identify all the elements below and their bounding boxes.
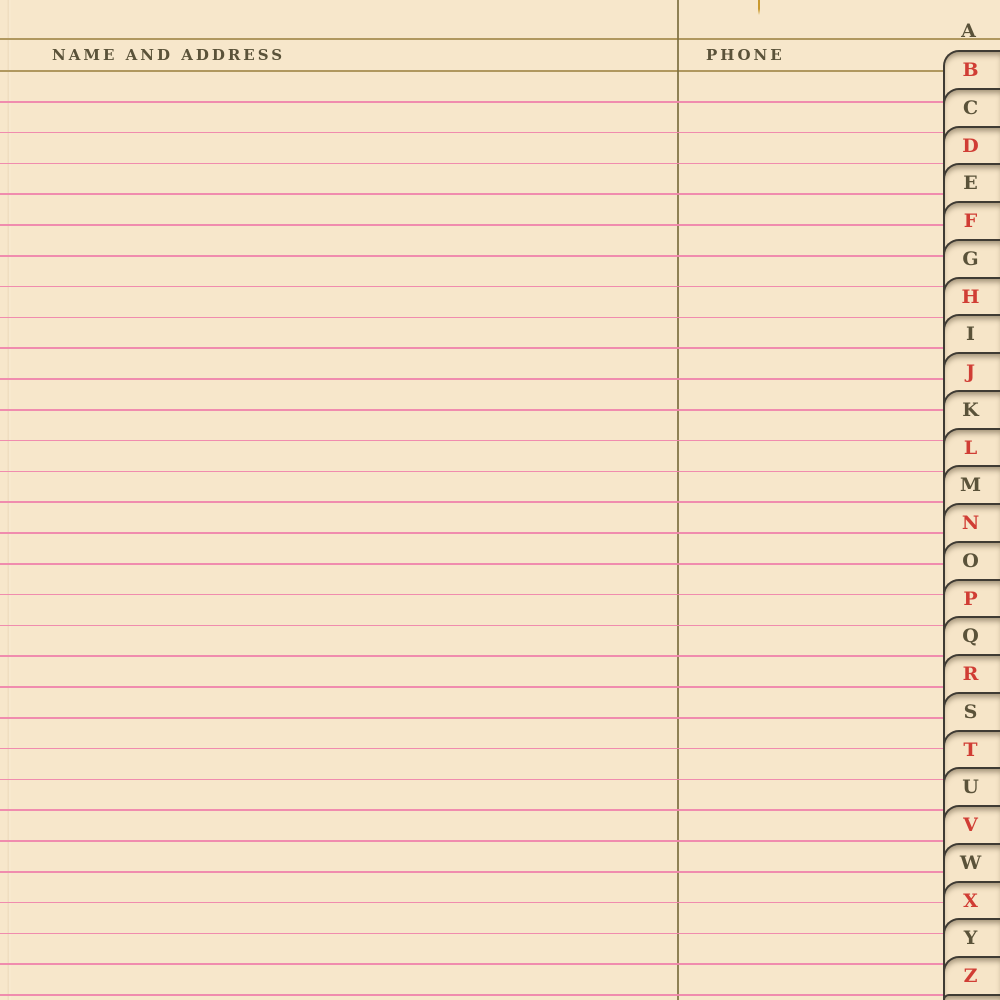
tab-letter: P <box>963 587 978 610</box>
ruled-line <box>0 440 943 442</box>
tab-letter: R <box>962 663 979 685</box>
ruled-line <box>0 963 943 965</box>
tab-letter: G <box>962 247 979 270</box>
tab-letter: X <box>963 889 978 912</box>
tab-letter: B <box>962 59 979 81</box>
page-left-crease <box>7 0 11 1000</box>
tab-letter: U <box>962 776 979 799</box>
ruled-line <box>0 224 943 226</box>
ruled-line <box>0 347 943 349</box>
ruled-line <box>0 501 943 503</box>
ruled-line <box>0 409 943 411</box>
tab-letter: C <box>962 96 979 119</box>
ruled-line <box>0 809 943 811</box>
tab-letter: L <box>963 436 978 459</box>
ruled-line <box>0 840 943 842</box>
header-rule-bottom <box>0 70 943 72</box>
ruled-line <box>0 655 943 657</box>
tab-letter: N <box>961 512 980 534</box>
ruled-line <box>0 902 943 904</box>
gold-top-mark <box>758 0 760 15</box>
tab-letter: J <box>966 361 975 383</box>
ruled-line <box>0 563 943 565</box>
tab-letter: D <box>962 134 979 157</box>
column-header-name-and-address: NAME AND ADDRESS <box>52 46 286 64</box>
tab-letter: S <box>963 700 978 723</box>
tab-letter: O <box>962 549 979 572</box>
ruled-line <box>0 132 943 134</box>
ruled-line <box>0 286 943 288</box>
ruled-line <box>0 717 943 719</box>
ruled-line <box>0 532 943 534</box>
ruled-line <box>0 378 943 380</box>
tab-letter: V <box>963 814 978 836</box>
ruled-line <box>0 101 943 103</box>
tab-letter: M <box>959 474 982 497</box>
ruled-line <box>0 471 943 473</box>
header-rule-top <box>0 38 1000 40</box>
ruled-line <box>0 255 943 257</box>
ruled-line <box>0 779 943 781</box>
tab-letter: Q <box>962 625 979 648</box>
tab-letter: K <box>962 398 979 421</box>
ruled-line <box>0 625 943 627</box>
tab-letter: F <box>963 210 978 232</box>
ruled-line <box>0 193 943 195</box>
ruled-line <box>0 748 943 750</box>
ruled-line <box>0 163 943 165</box>
tab-letter: Z <box>963 965 978 987</box>
ruled-line <box>0 594 943 596</box>
tab-letter: I <box>966 323 975 346</box>
ruled-line <box>0 317 943 319</box>
tab-letter: W <box>959 851 982 874</box>
tab-letter: H <box>961 285 980 308</box>
tab-letter: T <box>963 738 978 761</box>
tab-letter: E <box>963 172 978 195</box>
tab-partial-bottom <box>943 994 1000 1000</box>
ruled-line <box>0 686 943 688</box>
ruled-line <box>0 871 943 873</box>
column-divider-line <box>677 0 679 1000</box>
ruled-line <box>0 994 943 996</box>
column-header-phone: PHONE <box>706 46 785 64</box>
tab-a[interactable]: A <box>961 20 976 42</box>
ruled-line <box>0 933 943 935</box>
tab-letter: Y <box>963 927 978 950</box>
